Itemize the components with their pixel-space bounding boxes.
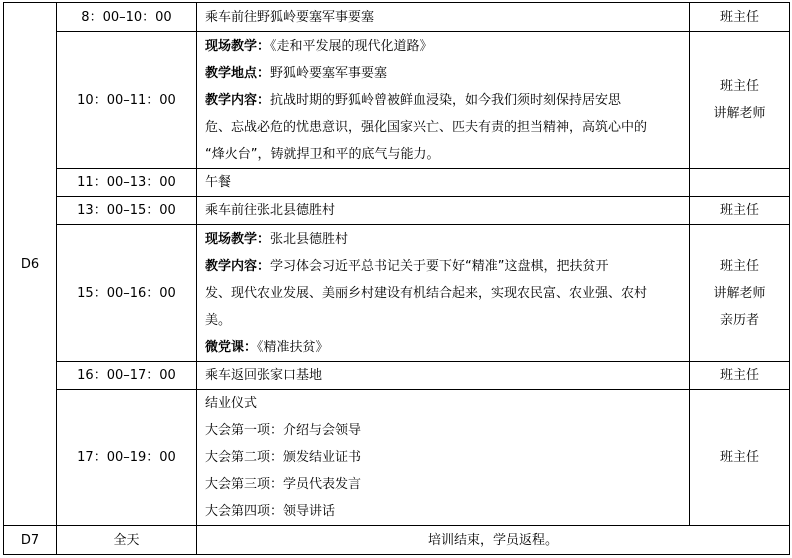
activity-cell: 乘车返回张家口基地 [197, 362, 690, 390]
content-line: 大会第四项：领导讲话 [205, 504, 336, 519]
activity-cell: 乘车前往野狐岭要塞军事要塞 [197, 3, 690, 32]
content-text: 美。 [205, 312, 232, 328]
person-cell [690, 197, 790, 225]
person-name: 班主任 [719, 450, 759, 465]
person-name: 班主任 [719, 203, 759, 218]
table-row [4, 169, 790, 197]
time-cell: 15：00–16：00 [57, 225, 197, 362]
time-cell: 17：00–19：00 [57, 390, 197, 526]
content-line [205, 60, 681, 87]
content-text: 学习体会习近平总书记关于要下好“精准”这盘棋，把扶贫开 [270, 258, 609, 274]
activity-cell: 培训结束，学员返程。 [197, 526, 790, 555]
content-text: 《走和平发展的现代化道路》 [270, 38, 433, 54]
content-line [205, 307, 681, 334]
person-cell [690, 225, 790, 362]
content-label: 微党课： [205, 339, 258, 355]
content-line: 结业仪式 [205, 396, 258, 411]
person-cell [690, 362, 790, 390]
content-text: 抗战时期的野狐岭曾被鲜血浸染，如今我们须时刻保持居安思 [270, 92, 622, 108]
content-line: 大会第三项：学员代表发言 [205, 477, 362, 492]
activity-cell: 午餐 [197, 169, 690, 197]
person-name: 班主任 [719, 368, 759, 383]
content-line [205, 226, 681, 253]
content-line [205, 87, 681, 114]
person-name: 班主任 [719, 258, 759, 274]
day-cell: D7 [4, 526, 57, 555]
content-text: 发、现代农业发展、美丽乡村建设有机结合起来，实现农民富、农业强、农村 [205, 285, 648, 301]
day-cell: D6 [4, 3, 57, 526]
content-text: 野狐岭要塞军事要塞 [270, 65, 388, 81]
content-text: 《精准扶贫》 [257, 339, 329, 355]
table-row [4, 362, 790, 390]
content-line [205, 280, 681, 307]
content-line [205, 33, 681, 60]
table-row [4, 32, 790, 169]
time-cell: 11：00–13：00 [57, 169, 197, 197]
person-cell [690, 390, 790, 526]
time-cell: 全天 [57, 526, 197, 555]
activity-cell [197, 32, 690, 169]
time-cell: 10：00–11：00 [57, 32, 197, 169]
table-row [4, 197, 790, 225]
content-label: 现场教学： [205, 38, 271, 54]
time-cell: 13：00–15：00 [57, 197, 197, 225]
content-text: 危、忘战必危的忧患意识，强化国家兴亡、匹夫有责的担当精神，高筑心中的 [205, 119, 648, 135]
activity-cell: 乘车前往张北县德胜村 [197, 197, 690, 225]
content-line [205, 253, 681, 280]
person-name: 亲历者 [719, 312, 759, 328]
content-label: 教学内容： [205, 258, 271, 274]
content-line [205, 114, 681, 141]
person-name: 班主任 [719, 79, 759, 94]
content-line: 大会第二项：颁发结业证书 [205, 450, 362, 465]
person-cell [690, 32, 790, 169]
table-row [4, 390, 790, 526]
content-line [205, 334, 681, 361]
time-cell: 16：00–17：00 [57, 362, 197, 390]
person-name: 讲解老师 [713, 285, 766, 301]
content-label: 教学内容： [205, 92, 271, 108]
content-label: 现场教学： [205, 231, 271, 247]
person-cell [690, 169, 790, 197]
person-cell [690, 3, 790, 32]
person-name: 讲解老师 [713, 106, 766, 121]
person-name: 班主任 [719, 9, 759, 25]
time-cell: 8：00–10：00 [57, 3, 197, 32]
content-text: “烽火台”，铸就捍卫和平的底气与能力。 [205, 146, 440, 162]
content-text: 张北县德胜村 [270, 231, 349, 247]
activity-cell [197, 225, 690, 362]
schedule-table [3, 2, 790, 555]
content-label: 教学地点： [205, 65, 271, 81]
content-line: 大会第一项：介绍与会领导 [205, 423, 362, 438]
activity-cell [197, 390, 690, 526]
table-row [4, 526, 790, 555]
table-row [4, 225, 790, 362]
content-line [205, 141, 681, 168]
table-row [4, 3, 790, 32]
